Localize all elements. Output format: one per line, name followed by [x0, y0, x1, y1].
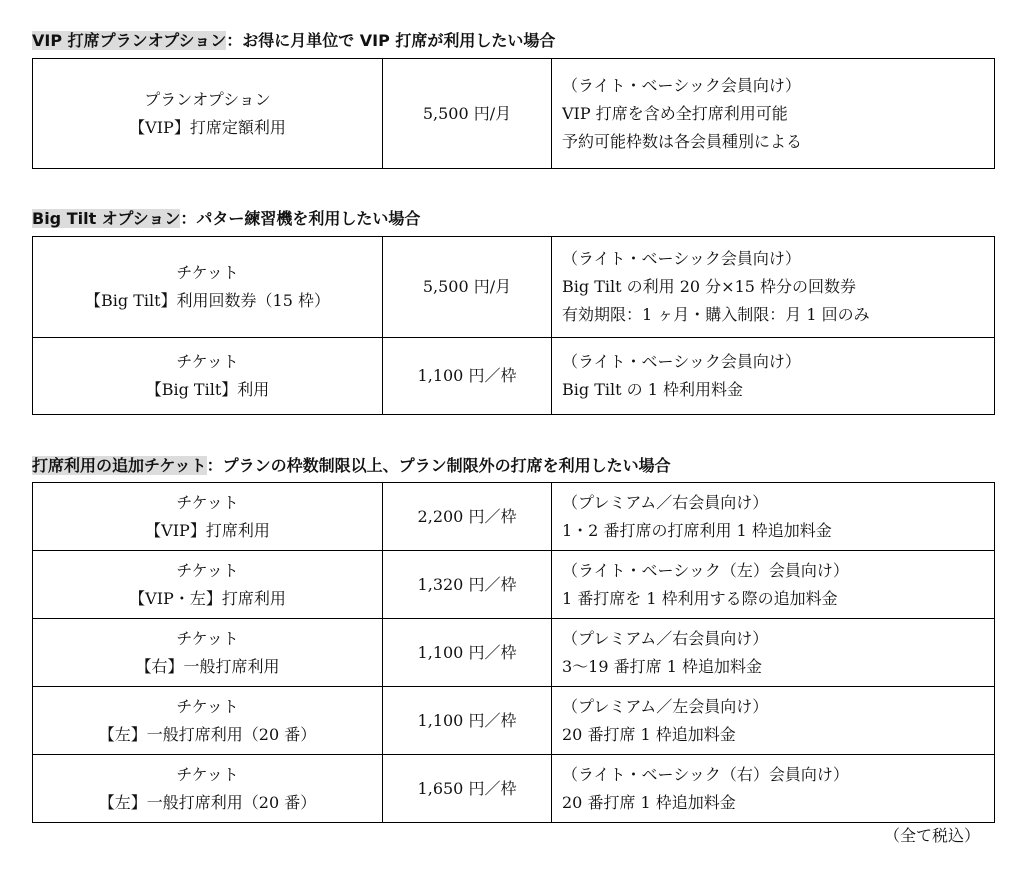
price-cell: 1,320 円／枠 — [383, 551, 552, 619]
table-row — [33, 551, 995, 619]
price-cell: 5,500 円/月 — [383, 237, 552, 338]
description-cell — [552, 237, 995, 338]
price-cell: 1,650 円／枠 — [383, 755, 552, 823]
description-line: Big Tilt の 1 枠利用料金 — [562, 380, 743, 399]
big-tilt-table — [32, 236, 995, 415]
item-name: 【左】一般打席利用（20 番） — [98, 724, 317, 744]
section-heading-description: ：お得に月単位で VIP 打席が利用したい場合 — [226, 31, 556, 50]
vip-plan-table — [32, 58, 995, 169]
item-name-cell — [33, 237, 383, 338]
section-heading-label: Big Tilt オプション — [32, 209, 181, 228]
item-name-cell — [33, 687, 383, 755]
description-line: VIP 打席を含め全打席利用可能 — [562, 103, 788, 123]
additional-tickets-table — [32, 482, 995, 823]
description-cell — [552, 59, 995, 169]
description-line: Big Tilt の利用 20 分×15 枠分の回数券 — [562, 277, 857, 296]
item-name: 【右】一般打席利用 — [135, 656, 280, 676]
target-members: （ライト・ベーシック会員向け） — [562, 249, 801, 268]
section-heading-label: VIP 打席プランオプション — [32, 31, 227, 50]
description-line: 1 番打席を 1 枠利用する際の追加料金 — [562, 588, 838, 608]
item-type: プランオプション — [144, 89, 271, 109]
item-type: チケット — [176, 492, 239, 512]
target-members: （プレミアム／右会員向け） — [562, 492, 769, 512]
section-heading-additional-tickets — [32, 456, 671, 476]
item-name: 【VIP】打席利用 — [145, 520, 270, 540]
target-members: （ライト・ベーシック（左）会員向け） — [562, 560, 849, 580]
item-name-cell — [33, 755, 383, 823]
target-members: （ライト・ベーシック会員向け） — [562, 352, 801, 371]
description-line: 有効期限：1 ヶ月・購入制限：月 1 回のみ — [562, 305, 870, 324]
item-type: チケット — [176, 560, 239, 580]
item-type: チケット — [176, 263, 239, 282]
table-row — [33, 59, 995, 169]
price-cell: 1,100 円／枠 — [383, 687, 552, 755]
item-type: チケット — [176, 696, 239, 716]
description-cell — [552, 551, 995, 619]
target-members: （ライト・ベーシック会員向け） — [562, 75, 801, 95]
item-name-cell — [33, 338, 383, 415]
item-type: チケット — [176, 628, 239, 648]
price-cell: 2,200 円／枠 — [383, 483, 552, 551]
description-cell — [552, 755, 995, 823]
price-cell: 1,100 円／枠 — [383, 338, 552, 415]
item-type: チケット — [176, 764, 239, 784]
table-row — [33, 619, 995, 687]
section-heading-description: ：パター練習機を利用したい場合 — [180, 209, 421, 228]
item-name-cell — [33, 59, 383, 169]
description-line: 1・2 番打席の打席利用 1 枠追加料金 — [562, 520, 832, 540]
item-name: 【VIP】打席定額利用 — [129, 117, 286, 137]
description-cell — [552, 483, 995, 551]
table-row — [33, 687, 995, 755]
price-cell: 5,500 円/月 — [383, 59, 552, 169]
description-line: 20 番打席 1 枠追加料金 — [562, 724, 736, 744]
table-row — [33, 237, 995, 338]
section-heading-vip-plan — [32, 31, 555, 51]
target-members: （プレミアム／左会員向け） — [562, 696, 769, 716]
description-line: 予約可能枠数は各会員種別による — [562, 131, 803, 151]
item-name-cell — [33, 551, 383, 619]
item-name-cell — [33, 483, 383, 551]
item-type: チケット — [176, 352, 239, 371]
target-members: （ライト・ベーシック（右）会員向け） — [562, 764, 849, 784]
table-row — [33, 338, 995, 415]
description-cell — [552, 687, 995, 755]
description-cell — [552, 338, 995, 415]
section-heading-description: ：プランの枠数制限以上、プラン制限外の打席を利用したい場合 — [206, 456, 671, 475]
target-members: （プレミアム／右会員向け） — [562, 628, 769, 648]
table-row — [33, 755, 995, 823]
description-cell — [552, 619, 995, 687]
item-name-cell — [33, 619, 383, 687]
section-heading-big-tilt — [32, 209, 420, 229]
description-line: 3～19 番打席 1 枠追加料金 — [562, 656, 762, 676]
item-name: 【VIP・左】打席利用 — [129, 588, 286, 608]
tax-included-note: （全て税込） — [883, 826, 980, 845]
item-name: 【Big Tilt】利用 — [145, 380, 270, 399]
item-name: 【左】一般打席利用（20 番） — [98, 792, 317, 812]
description-line: 20 番打席 1 枠追加料金 — [562, 792, 736, 812]
item-name: 【Big Tilt】利用回数券（15 枠） — [85, 291, 330, 310]
price-cell: 1,100 円／枠 — [383, 619, 552, 687]
section-heading-label: 打席利用の追加チケット — [32, 456, 207, 475]
table-row — [33, 483, 995, 551]
